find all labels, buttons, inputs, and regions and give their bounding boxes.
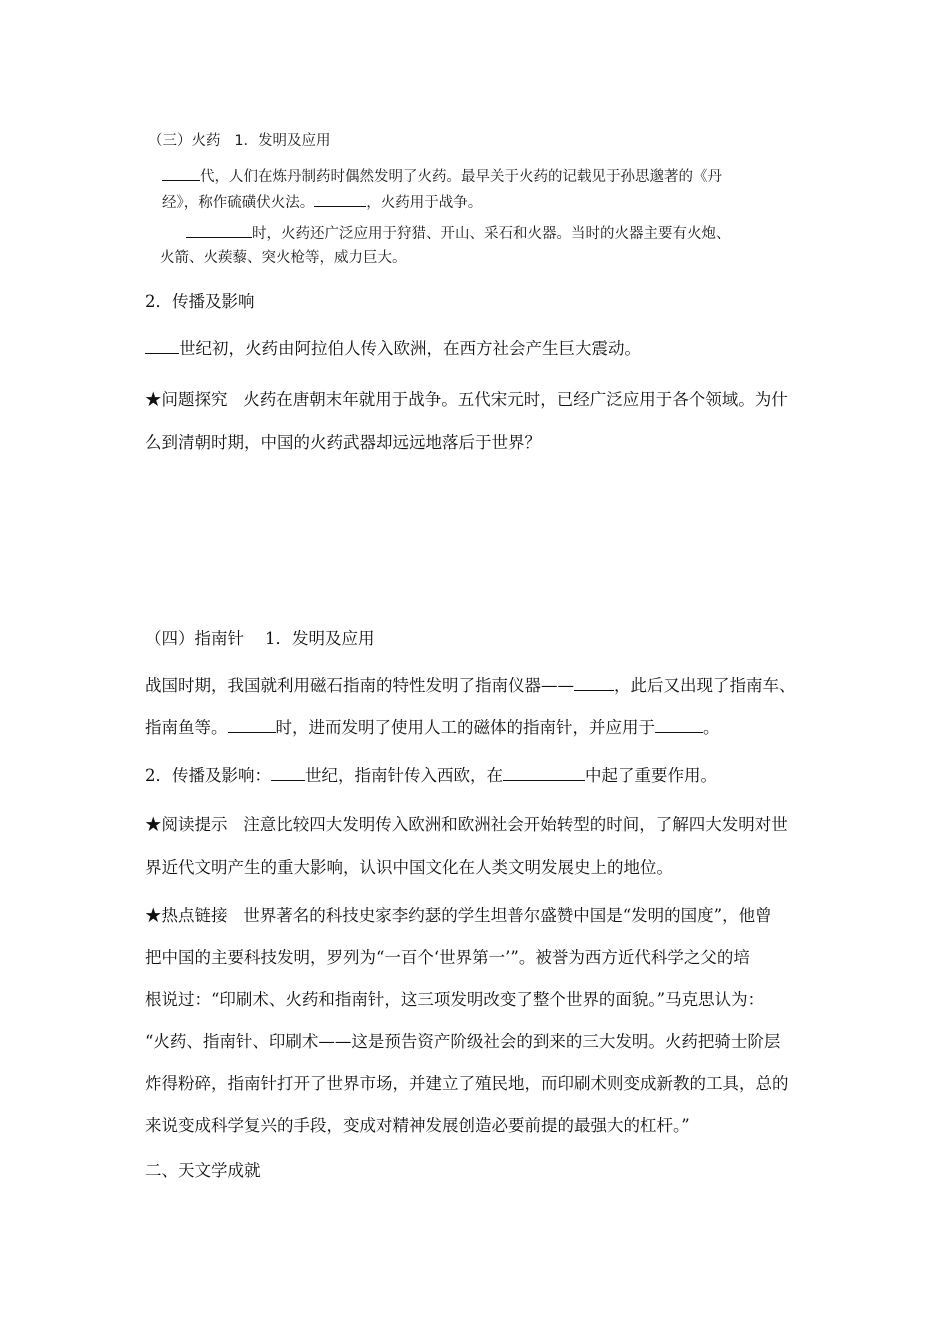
fill-blank[interactable]	[145, 338, 179, 354]
hotspot-line4: “火药、指南针、印刷术——这是预告资产阶级社会的到来的三大发明。火药把骑士阶层	[145, 1032, 781, 1051]
question-label: ★问题探究	[145, 390, 228, 409]
fill-blank[interactable]	[186, 222, 252, 238]
gunpowder-heading	[148, 130, 331, 152]
compass-spread-line: 2．传播及影响： 世纪，指南针传入西欧，在 中起了重要作用。	[145, 766, 717, 785]
hotspot-line6: 来说变成科学复兴的手段，变成对精神发展创造必要前提的最强大的杠杆。”	[145, 1116, 690, 1135]
fill-blank[interactable]	[574, 675, 614, 691]
gunpowder-para1-line2: 经》，称作硫磺伏火法。 ，火药用于战争。	[162, 191, 482, 214]
gunpowder-heading-sub: 1．发明及应用	[234, 133, 331, 149]
gunpowder-para1-line1: 代，人们在炼丹制药时偶然发明了火药。最早关于火药的记载见于孙思邈著的《丹	[162, 165, 722, 188]
gunpowder-para2-line1: 时，火药还广泛应用于狩猎、开山、采石和火器。当时的火器主要有火炮、	[186, 222, 731, 245]
gunpowder-spread-line: 世纪初，火药由阿拉伯人传入欧洲，在西方社会产生巨大震动。	[145, 338, 641, 360]
compass-para1-line2: 指南鱼等。 时，进而发明了使用人工的磁体的指南针，并应用于 。	[145, 718, 720, 737]
compass-heading	[145, 628, 374, 650]
gunpowder-spread-title: 2．传播及影响	[145, 292, 255, 311]
question-line1: ★问题探究 火药在唐朝末年就用于战争。五代宋元时，已经广泛应用于各个领域。为什	[145, 390, 788, 409]
hotspot-label: ★热点链接	[145, 906, 228, 925]
fill-blank[interactable]	[503, 765, 585, 781]
reading-line1: ★阅读提示 注意比较四大发明传入欧洲和欧洲社会开始转型的时间，了解四大发明对世	[145, 815, 788, 834]
compass-heading-num: （四）指南针	[145, 629, 244, 648]
gunpowder-heading-num: （三）火药	[148, 133, 221, 149]
question-line2: 么到清朝时期，中国的火药武器却远远地落后于世界？	[145, 433, 541, 452]
gunpowder-para2-line2: 火箭、火蒺藜、突火枪等，威力巨大。	[160, 250, 407, 266]
reading-label: ★阅读提示	[145, 815, 228, 834]
compass-para1-line1: 战国时期，我国就利用磁石指南的特性发明了指南仪器—— ，此后又出现了指南车、	[145, 676, 796, 695]
fill-blank[interactable]	[228, 717, 276, 733]
astronomy-heading: 二、天文学成就	[145, 1161, 261, 1180]
compass-heading-sub: 1．发明及应用	[264, 629, 375, 648]
hotspot-line2: 把中国的主要科技发明，罗列为“一百个‘世界第一’”。被誉为西方近代科学之父的培	[145, 948, 750, 967]
reading-line2: 界近代文明产生的重大影响，认识中国文化在人类文明发展史上的地位。	[145, 858, 673, 877]
hotspot-line3: 根说过：“印刷术、火药和指南针，这三项发明改变了整个世界的面貌。”马克思认为：	[145, 990, 765, 1009]
fill-blank[interactable]	[314, 191, 366, 207]
fill-blank[interactable]	[655, 717, 703, 733]
hotspot-line1: ★热点链接 世界著名的科技史家李约瑟的学生坦普尔盛赞中国是“发明的国度”，他曾	[145, 906, 772, 925]
hotspot-line5: 炸得粉碎，指南针打开了世界市场，并建立了殖民地，而印刷术则变成新教的工具，总的	[145, 1074, 789, 1093]
fill-blank[interactable]	[162, 165, 200, 181]
fill-blank[interactable]	[271, 765, 305, 781]
